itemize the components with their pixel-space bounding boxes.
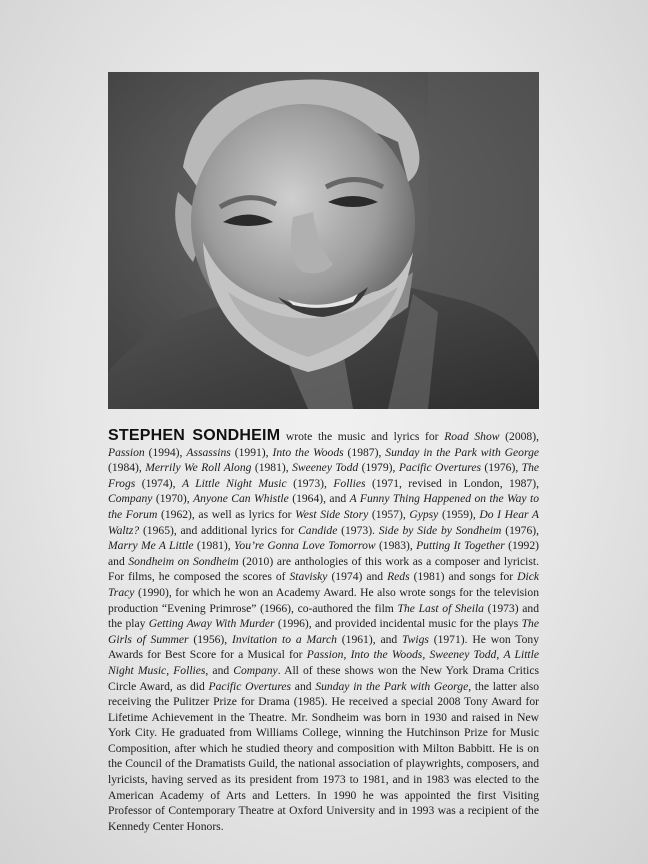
author-biography bbox=[108, 428, 539, 834]
work-title: Twigs bbox=[402, 632, 429, 646]
bio-text: (1994), bbox=[144, 445, 187, 459]
bio-text: (1957), bbox=[368, 507, 410, 521]
bio-text: (1959), bbox=[438, 507, 480, 521]
work-title: Sondheim on Sondheim bbox=[128, 554, 239, 568]
bio-text: and bbox=[291, 679, 316, 693]
work-title: Getting Away With Murder bbox=[148, 617, 275, 631]
bio-text: (1974) and bbox=[327, 570, 388, 584]
portrait-illustration bbox=[108, 72, 539, 409]
bio-text: (1961), and bbox=[336, 632, 403, 646]
work-title: Sunday in the Park with George bbox=[315, 679, 469, 693]
bio-text: (1990), for which he won an Academy Award. He also wrote songs for the television production “Evening Primrose” (1966), co-authored the film bbox=[108, 585, 539, 615]
bio-text: , and bbox=[205, 663, 234, 677]
work-title: Assassins bbox=[186, 445, 231, 459]
bio-text: (1996), and provided incidental music for the plays bbox=[274, 617, 522, 631]
bio-text: (1981), bbox=[193, 539, 235, 553]
work-title: Road Show bbox=[444, 430, 500, 443]
bio-text: . All of these shows won the New York Drama Critics Circle Award, as did bbox=[108, 663, 539, 693]
bio-text: (1976), bbox=[481, 461, 522, 475]
work-title: Putting It Together bbox=[416, 539, 505, 553]
bio-text: (1987), bbox=[343, 445, 386, 459]
work-title: The Frogs bbox=[108, 461, 540, 490]
bio-text: (1981), bbox=[251, 461, 293, 475]
work-title: Passion bbox=[108, 445, 145, 459]
work-title: West Side Story bbox=[295, 507, 369, 521]
work-title: Sunday in the Park with George bbox=[385, 445, 540, 459]
work-title: Into the Woods bbox=[350, 648, 423, 662]
bio-text: (1992) and bbox=[108, 539, 539, 568]
work-title: Follies bbox=[173, 663, 206, 677]
work-title: Follies bbox=[333, 476, 366, 490]
bio-text: (1981) and songs for bbox=[409, 570, 518, 584]
bio-text: (1976), bbox=[501, 523, 540, 537]
bio-text: (1973) and the play bbox=[108, 601, 540, 631]
bio-text: (1956), bbox=[188, 632, 233, 646]
biography-body bbox=[108, 430, 539, 833]
bio-text: (1973), bbox=[286, 476, 334, 490]
work-title: Stavisky bbox=[289, 570, 328, 584]
bio-text: (2008), bbox=[499, 430, 539, 443]
bio-text: (1991), bbox=[230, 445, 273, 459]
bio-text: (1979), bbox=[358, 461, 399, 475]
bio-text: , bbox=[422, 648, 430, 662]
bio-text: , bbox=[343, 648, 351, 662]
work-title: Passion bbox=[306, 648, 344, 662]
work-title: Into the Woods bbox=[272, 445, 344, 459]
bio-text: (1984), bbox=[108, 461, 146, 475]
bio-text: (1971, revised in London, 1987), bbox=[365, 476, 539, 490]
bio-text: (2010) are anthologies of this work as a composer and lyricist. For films, he composed the scores of bbox=[108, 554, 539, 584]
author-portrait-photo bbox=[108, 72, 539, 409]
bio-text: (1965), and additional lyrics for bbox=[139, 523, 299, 537]
work-title: A Little Night Music bbox=[181, 476, 287, 490]
work-title: Company bbox=[233, 663, 278, 677]
work-title: Anyone Can Whistle bbox=[193, 492, 289, 506]
work-title: Dick Tracy bbox=[108, 570, 540, 599]
work-title: Do I Hear A Waltz? bbox=[108, 507, 539, 537]
work-title: Side by Side by Sondheim bbox=[378, 523, 502, 537]
bio-text: (1970), bbox=[152, 492, 194, 506]
work-title: The Last of Sheila bbox=[397, 601, 484, 615]
bio-text: , the latter also receiving the Pulitzer Prize for Drama (1985). He received a special 2008 Tony Award for Lifetime Achievement in the Theatre. Mr. Sondheim was born in 1930 and raised in New York City. He graduated from Williams College, winning the Hutchinson Prize for Music Composition, after which he studied theory and composition with Milton Babbitt. He is on the Council of the Dramatists Guild, the national association of playwrights, composers, and lyricists, having served as its president from 1973 to 1981, and in 1983 was elected to the American Academy of Arts and Letters. In 1990 he was appointed the first Visiting Professor of Contemporary Theatre at Oxford University and in 1993 was a recipient of the Kennedy Center Honors. bbox=[108, 679, 540, 833]
bio-text: (1964), and bbox=[288, 492, 350, 506]
bio-text: , bbox=[496, 648, 504, 662]
bio-text: wrote the music and lyrics for bbox=[280, 430, 445, 443]
work-title: You’re Gonna Love Tomorrow bbox=[234, 539, 376, 553]
work-title: Candide bbox=[298, 523, 338, 537]
bio-text: (1971). He won Tony Awards for Best Score for a Musical for bbox=[108, 632, 540, 662]
work-title: Sweeney Todd bbox=[429, 648, 497, 662]
work-title: Reds bbox=[387, 570, 410, 584]
bio-text: , bbox=[166, 663, 174, 677]
work-title: A Funny Thing Happened on the Way to the Forum bbox=[108, 492, 539, 521]
work-title: Pacific Overtures bbox=[398, 461, 481, 475]
author-name: STEPHEN SONDHEIM bbox=[108, 427, 281, 444]
bio-text: (1983), bbox=[375, 539, 417, 553]
work-title: Marry Me A Little bbox=[108, 539, 194, 553]
bio-text: (1962), as well as lyrics for bbox=[157, 507, 296, 521]
bio-text: (1973). bbox=[337, 523, 379, 537]
work-title: Sweeney Todd bbox=[292, 461, 359, 475]
work-title: Company bbox=[108, 492, 153, 506]
work-title: A Little Night Music bbox=[108, 648, 540, 677]
work-title: Pacific Overtures bbox=[208, 679, 292, 693]
work-title: Invitation to a March bbox=[232, 632, 337, 646]
work-title: The Girls of Summer bbox=[108, 617, 539, 646]
work-title: Merrily We Roll Along bbox=[145, 461, 252, 475]
work-title: Gypsy bbox=[409, 507, 439, 521]
bio-text: (1974), bbox=[135, 476, 182, 490]
